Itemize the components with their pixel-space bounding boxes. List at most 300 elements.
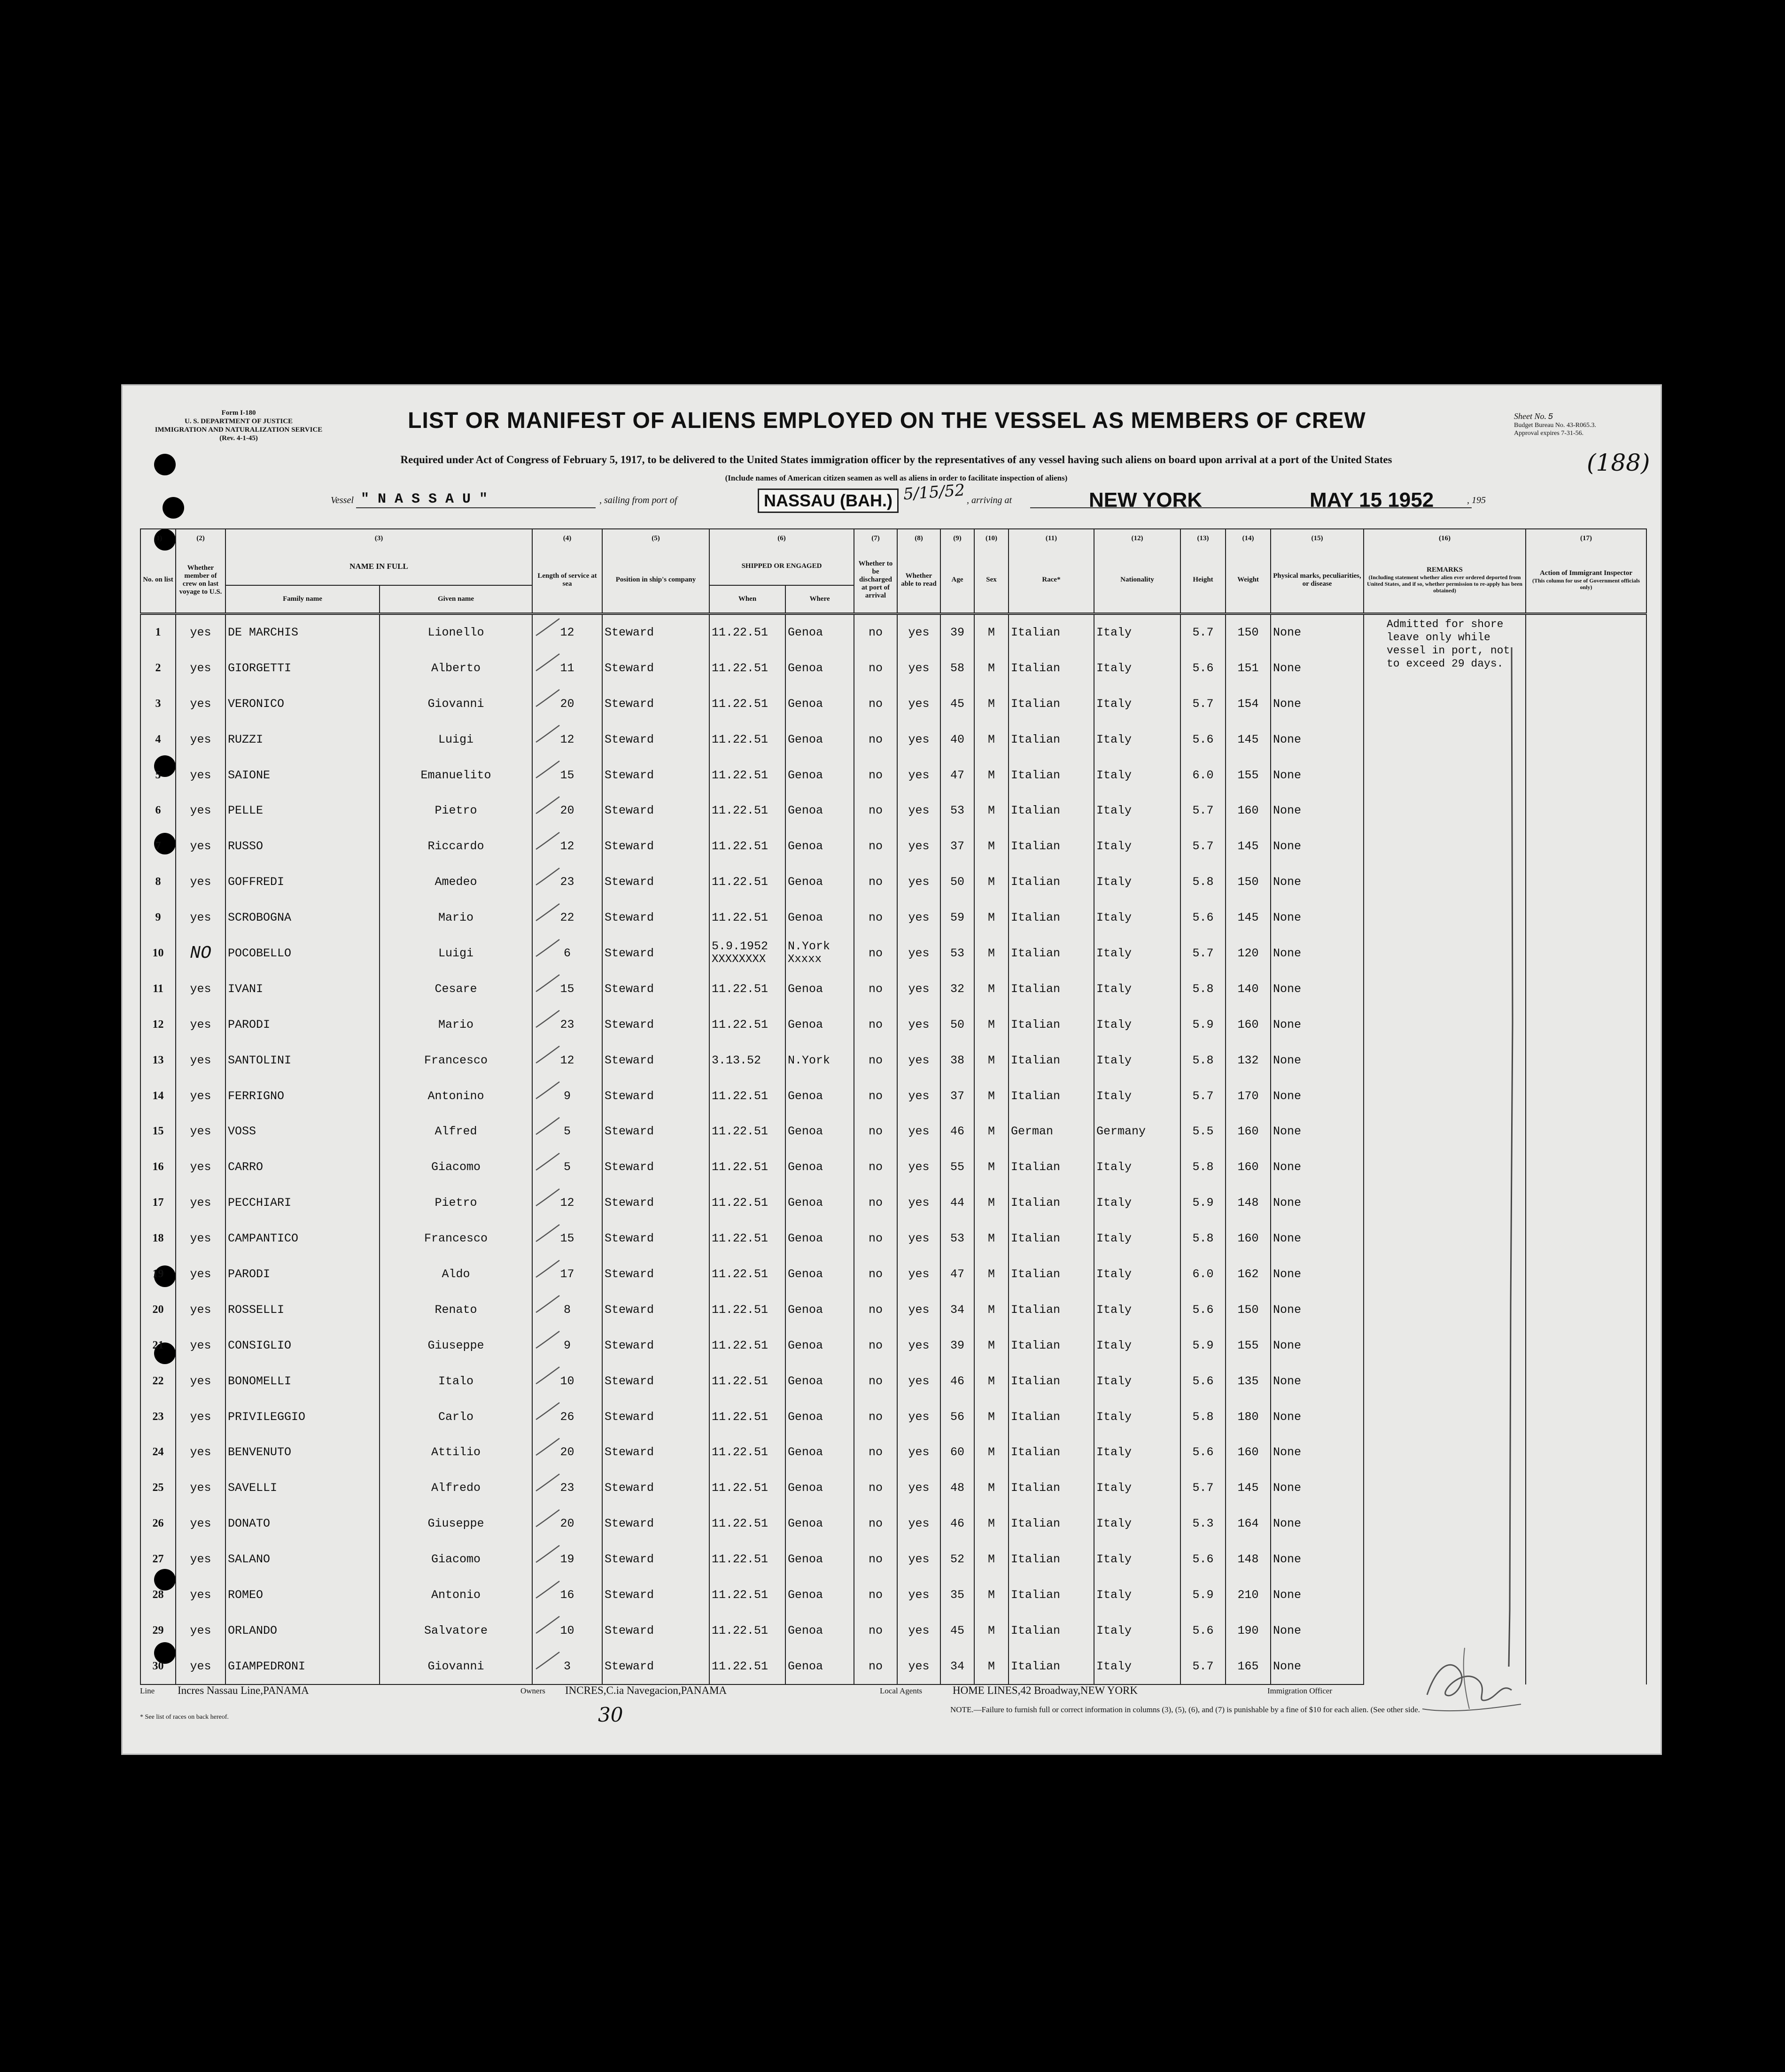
sex: M: [974, 1007, 1009, 1042]
tick-mark: [534, 652, 562, 675]
header-name: NAME IN FULL: [225, 548, 532, 585]
discharged-flag: no: [854, 936, 897, 971]
physical-marks: None: [1271, 1114, 1364, 1149]
sheet-label: Sheet No.: [1514, 411, 1546, 421]
colnum-3: (3): [225, 529, 532, 548]
family-name: SALANO: [225, 1542, 380, 1577]
sex: M: [974, 864, 1009, 900]
weight: 145: [1226, 900, 1271, 936]
race: Italian: [1009, 757, 1094, 793]
inspector-signature: [1408, 1638, 1530, 1723]
physical-marks: None: [1271, 1399, 1364, 1435]
row-number: 1: [140, 613, 176, 650]
colnum-7: (7): [854, 529, 897, 548]
tick-mark: [534, 1294, 562, 1317]
shipped-when: 11.22.51: [709, 1185, 785, 1221]
position: Steward: [602, 1114, 709, 1149]
nationality: Germany: [1094, 1114, 1180, 1149]
age: 48: [940, 1470, 974, 1506]
discharged-flag: no: [854, 613, 897, 650]
service-length: 15: [532, 1221, 602, 1257]
colnum-12: (12): [1094, 529, 1180, 548]
shipped-when: 11.22.51: [709, 829, 785, 864]
year-suffix: , 195: [1467, 495, 1486, 505]
physical-marks: None: [1271, 1078, 1364, 1114]
discharged-flag: no: [854, 650, 897, 686]
given-name: Italo: [380, 1363, 532, 1399]
crew-member-flag: yes: [176, 829, 225, 864]
nationality: Italy: [1094, 793, 1180, 829]
height: 5.8: [1180, 1042, 1226, 1078]
given-name: Francesco: [380, 1042, 532, 1078]
position: Steward: [602, 1399, 709, 1435]
race: Italian: [1009, 1506, 1094, 1542]
shipped-where: Genoa: [785, 864, 854, 900]
sex: M: [974, 900, 1009, 936]
discharged-flag: no: [854, 1435, 897, 1470]
height: 5.6: [1180, 1435, 1226, 1470]
discharged-flag: no: [854, 722, 897, 757]
physical-marks: None: [1271, 900, 1364, 936]
family-name: GIAMPEDRONI: [225, 1648, 380, 1684]
row-number: 23: [140, 1399, 176, 1435]
weight: 190: [1226, 1613, 1271, 1648]
remarks-text: Admitted for shore leave only while vessel in port, not to exceed 29 days.: [1387, 618, 1510, 670]
row-number: 3: [140, 686, 176, 722]
position: Steward: [602, 1648, 709, 1684]
tick-mark: [534, 973, 562, 996]
crew-member-flag: yes: [176, 793, 225, 829]
age: 50: [940, 864, 974, 900]
height: 6.0: [1180, 757, 1226, 793]
crew-member-flag: yes: [176, 1435, 225, 1470]
able-to-read: yes: [897, 1399, 940, 1435]
header-remarks: [1364, 548, 1526, 613]
tick-mark: [534, 1579, 562, 1603]
tick-mark: [534, 1223, 562, 1246]
age: 34: [940, 1648, 974, 1684]
physical-marks: None: [1271, 1470, 1364, 1506]
header-height: Height: [1180, 548, 1226, 613]
header-action-note: (This column for use of Government officials only): [1532, 577, 1640, 591]
vessel-label: Vessel: [331, 495, 354, 505]
position: Steward: [602, 1363, 709, 1399]
shipped-where: Genoa: [785, 1613, 854, 1648]
colnum-4: (4): [532, 529, 602, 548]
position: Steward: [602, 1185, 709, 1221]
service-length: 3: [532, 1648, 602, 1684]
row-number: 14: [140, 1078, 176, 1114]
crew-member-flag: yes: [176, 757, 225, 793]
height: 5.6: [1180, 650, 1226, 686]
colnum-14: (14): [1226, 529, 1271, 548]
physical-marks: None: [1271, 1435, 1364, 1470]
action-cell: [1526, 613, 1646, 1684]
shipped-when: 11.22.51: [709, 793, 785, 829]
header-age: Age: [940, 548, 974, 613]
height: 5.9: [1180, 1577, 1226, 1613]
physical-marks: None: [1271, 936, 1364, 971]
race: Italian: [1009, 722, 1094, 757]
shipped-where-struck: Xxxxx: [788, 953, 822, 966]
agents-label: Local Agents: [880, 1686, 923, 1695]
service-length: 20: [532, 1506, 602, 1542]
family-name: CARRO: [225, 1149, 380, 1185]
tick-mark: [534, 1544, 562, 1567]
colnum-10: (10): [974, 529, 1009, 548]
family-name: ROSSELLI: [225, 1292, 380, 1327]
owners-label: Owners: [520, 1686, 545, 1695]
sex: M: [974, 1078, 1009, 1114]
crew-member-flag: yes: [176, 900, 225, 936]
service-length: 12: [532, 1185, 602, 1221]
shipped-where: Genoa: [785, 1399, 854, 1435]
discharged-flag: no: [854, 1078, 897, 1114]
header-discharged: Whether to be discharged at port of arrival: [854, 548, 897, 613]
shipped-when: 11.22.51: [709, 1007, 785, 1042]
arriving-label: , arriving at: [967, 495, 1012, 505]
family-name: PARODI: [225, 1257, 380, 1292]
colnum-11: (11): [1009, 529, 1094, 548]
service-length: 26: [532, 1399, 602, 1435]
shipped-when: 11.22.51: [709, 686, 785, 722]
age: 46: [940, 1506, 974, 1542]
position: Steward: [602, 1078, 709, 1114]
weight: 160: [1226, 1221, 1271, 1257]
shipped-when: 11.22.51: [709, 1363, 785, 1399]
shipped-when: 11.22.51: [709, 1257, 785, 1292]
given-name: Luigi: [380, 722, 532, 757]
weight: 148: [1226, 1185, 1271, 1221]
family-name: VOSS: [225, 1114, 380, 1149]
row-number: 26: [140, 1506, 176, 1542]
discharged-flag: no: [854, 1185, 897, 1221]
sex: M: [974, 1470, 1009, 1506]
service-length: 12: [532, 1042, 602, 1078]
shipped-when: 11.22.51: [709, 757, 785, 793]
height: 5.8: [1180, 1399, 1226, 1435]
handwritten-number: (188): [1587, 449, 1650, 476]
colnum-5: (5): [602, 529, 709, 548]
tick-mark: [534, 1401, 562, 1424]
physical-marks: None: [1271, 864, 1364, 900]
given-name: Antonino: [380, 1078, 532, 1114]
physical-marks: None: [1271, 793, 1364, 829]
header-length: Length of service at sea: [532, 548, 602, 613]
given-name: Amedeo: [380, 864, 532, 900]
age: 53: [940, 936, 974, 971]
weight: 150: [1226, 613, 1271, 650]
shipped-when: 11.22.51: [709, 1613, 785, 1648]
nationality: Italy: [1094, 1078, 1180, 1114]
able-to-read: yes: [897, 1506, 940, 1542]
revision-date: (Rev. 4-1-45): [219, 435, 258, 442]
service-length: 20: [532, 1435, 602, 1470]
weight: 164: [1226, 1506, 1271, 1542]
height: 5.3: [1180, 1506, 1226, 1542]
row-number: 5: [140, 757, 176, 793]
sex: M: [974, 686, 1009, 722]
shipped-where: Genoa: [785, 1257, 854, 1292]
weight: 148: [1226, 1542, 1271, 1577]
race: Italian: [1009, 613, 1094, 650]
row-number: 7: [140, 829, 176, 864]
sex: M: [974, 1363, 1009, 1399]
header-shipped: SHIPPED OR ENGAGED: [709, 548, 854, 585]
tick-mark: [534, 723, 562, 747]
sex: M: [974, 1577, 1009, 1613]
age: 34: [940, 1292, 974, 1327]
able-to-read: yes: [897, 1149, 940, 1185]
nationality: Italy: [1094, 864, 1180, 900]
family-name: SAVELLI: [225, 1470, 380, 1506]
race: Italian: [1009, 1292, 1094, 1327]
shipped-where: Genoa: [785, 757, 854, 793]
discharged-flag: no: [854, 1542, 897, 1577]
header-no: No. on list: [140, 548, 176, 613]
header-family: Family name: [225, 585, 380, 613]
weight: 155: [1226, 757, 1271, 793]
weight: 145: [1226, 1470, 1271, 1506]
given-name: Antonio: [380, 1577, 532, 1613]
colnum-16: (16): [1364, 529, 1526, 548]
nationality: Italy: [1094, 1470, 1180, 1506]
physical-marks: None: [1271, 1542, 1364, 1577]
crew-member-flag: yes: [176, 1078, 225, 1114]
family-name: ROMEO: [225, 1577, 380, 1613]
height: 5.7: [1180, 936, 1226, 971]
able-to-read: yes: [897, 1363, 940, 1399]
position: Steward: [602, 1577, 709, 1613]
tick-mark: [534, 1258, 562, 1282]
race: Italian: [1009, 1078, 1094, 1114]
nationality: Italy: [1094, 1221, 1180, 1257]
physical-marks: None: [1271, 757, 1364, 793]
shipped-where: Genoa: [785, 971, 854, 1007]
owners-value: INCRES,C.ia Navegacion,PANAMA: [565, 1684, 727, 1696]
row-number: 10: [140, 936, 176, 971]
race: Italian: [1009, 829, 1094, 864]
crew-member-flag: yes: [176, 1327, 225, 1363]
shipped-when: 11.22.51: [709, 1435, 785, 1470]
service-length: 8: [532, 1292, 602, 1327]
weight: 160: [1226, 1007, 1271, 1042]
discharged-flag: no: [854, 1577, 897, 1613]
age: 45: [940, 686, 974, 722]
position: Steward: [602, 613, 709, 650]
race: Italian: [1009, 1363, 1094, 1399]
crew-member-flag: NO: [176, 936, 225, 971]
nationality: Italy: [1094, 1542, 1180, 1577]
family-name: PRIVILEGGIO: [225, 1399, 380, 1435]
able-to-read: yes: [897, 613, 940, 650]
weight: 150: [1226, 1292, 1271, 1327]
race: Italian: [1009, 1185, 1094, 1221]
physical-marks: None: [1271, 1149, 1364, 1185]
shipped-where: Genoa: [785, 1435, 854, 1470]
able-to-read: yes: [897, 686, 940, 722]
shipped-when: 11.22.51: [709, 1577, 785, 1613]
race: Italian: [1009, 900, 1094, 936]
weight: 132: [1226, 1042, 1271, 1078]
race: Italian: [1009, 1613, 1094, 1648]
departure-port-stamp: [758, 489, 899, 513]
shipped-where: Genoa: [785, 613, 854, 650]
sheet-number-block: [1514, 412, 1655, 437]
physical-marks: None: [1271, 1007, 1364, 1042]
weight: 150: [1226, 864, 1271, 900]
service-length: 16: [532, 1577, 602, 1613]
position: Steward: [602, 1435, 709, 1470]
row-number: 15: [140, 1114, 176, 1149]
shipped-when: 11.22.51: [709, 722, 785, 757]
weight: 151: [1226, 650, 1271, 686]
service-length: 9: [532, 1327, 602, 1363]
form-identifier: [149, 409, 328, 442]
physical-marks: None: [1271, 1221, 1364, 1257]
shipped-when-line: 5.9.1952: [712, 939, 768, 954]
header-remarks-title: REMARKS: [1427, 566, 1463, 574]
colnum-8: (8): [897, 529, 940, 548]
height: 5.9: [1180, 1327, 1226, 1363]
shipped-where: Genoa: [785, 1470, 854, 1506]
nationality: Italy: [1094, 1185, 1180, 1221]
age: 60: [940, 1435, 974, 1470]
weight: 165: [1226, 1648, 1271, 1684]
service-length: 12: [532, 613, 602, 650]
shipped-when: 11.22.51: [709, 1078, 785, 1114]
weight: 210: [1226, 1577, 1271, 1613]
given-name: Emanuelito: [380, 757, 532, 793]
shipped-where: Genoa: [785, 1007, 854, 1042]
tick-mark: [534, 795, 562, 818]
position: Steward: [602, 1542, 709, 1577]
age: 46: [940, 1114, 974, 1149]
position: Steward: [602, 1149, 709, 1185]
discharged-flag: no: [854, 1149, 897, 1185]
family-name: PARODI: [225, 1007, 380, 1042]
row-number: 16: [140, 1149, 176, 1185]
row-number: 21: [140, 1327, 176, 1363]
tick-mark: [534, 902, 562, 925]
header-where: Where: [785, 585, 854, 613]
race: Italian: [1009, 650, 1094, 686]
shipped-where: Genoa: [785, 650, 854, 686]
crew-member-flag: yes: [176, 613, 225, 650]
family-name: SCROBOGNA: [225, 900, 380, 936]
nationality: Italy: [1094, 1506, 1180, 1542]
service-length: 12: [532, 829, 602, 864]
height: 5.7: [1180, 1470, 1226, 1506]
position: Steward: [602, 1221, 709, 1257]
service-length: 17: [532, 1257, 602, 1292]
colnum-17: (17): [1526, 529, 1646, 548]
crew-member-flag: yes: [176, 1399, 225, 1435]
shipped-when: 11.22.51: [709, 1542, 785, 1577]
crew-member-flag: yes: [176, 1542, 225, 1577]
header-action-title: Action of Immigrant Inspector: [1539, 569, 1633, 577]
header-physical: Physical marks, peculiarities, or disease: [1271, 548, 1364, 613]
shipped-when: 11.22.51: [709, 650, 785, 686]
age: 40: [940, 722, 974, 757]
nationality: Italy: [1094, 722, 1180, 757]
race: Italian: [1009, 793, 1094, 829]
tick-mark: [534, 1009, 562, 1032]
header-weight: Weight: [1226, 548, 1271, 613]
nationality: Italy: [1094, 829, 1180, 864]
form-number: Form I-180: [221, 409, 256, 417]
agents-value: HOME LINES,42 Broadway,NEW YORK: [953, 1684, 1138, 1696]
position: Steward: [602, 1506, 709, 1542]
discharged-flag: no: [854, 1648, 897, 1684]
sex: M: [974, 829, 1009, 864]
crew-member-flag: yes: [176, 686, 225, 722]
race: Italian: [1009, 1648, 1094, 1684]
age: 37: [940, 1078, 974, 1114]
position: Steward: [602, 1292, 709, 1327]
shipped-when: 11.22.51: [709, 1399, 785, 1435]
approval-expiry: Approval expires 7-31-56.: [1514, 430, 1584, 437]
crew-member-flag: yes: [176, 722, 225, 757]
row-number: 20: [140, 1292, 176, 1327]
age: 47: [940, 1257, 974, 1292]
discharged-flag: no: [854, 864, 897, 900]
height: 5.9: [1180, 1185, 1226, 1221]
position: Steward: [602, 722, 709, 757]
age: 44: [940, 1185, 974, 1221]
nationality: Italy: [1094, 1292, 1180, 1327]
service-length: 20: [532, 686, 602, 722]
sex: M: [974, 1257, 1009, 1292]
able-to-read: yes: [897, 900, 940, 936]
crew-member-flag: yes: [176, 650, 225, 686]
crew-member-flag: yes: [176, 971, 225, 1007]
header-remarks-note: (Including statement whether alien ever ordered deported from United States, and if so, whether permission to re-apply has been obtained): [1367, 574, 1522, 594]
able-to-read: yes: [897, 1435, 940, 1470]
height: 5.7: [1180, 1648, 1226, 1684]
tick-mark: [534, 1614, 562, 1638]
tick-mark: [534, 866, 562, 890]
service-length: 10: [532, 1363, 602, 1399]
nationality: Italy: [1094, 686, 1180, 722]
shipped-when: 11.22.51: [709, 1327, 785, 1363]
nationality: Italy: [1094, 1149, 1180, 1185]
service-length: 20: [532, 793, 602, 829]
colnum-9: (9): [940, 529, 974, 548]
arrival-date: MAY 15 1952: [1310, 489, 1434, 512]
department-name: U. S. DEPARTMENT OF JUSTICE: [184, 418, 293, 425]
arrival-port: NEW YORK: [1089, 489, 1203, 512]
race: Italian: [1009, 1042, 1094, 1078]
nationality: Italy: [1094, 900, 1180, 936]
shipped-where: Genoa: [785, 1114, 854, 1149]
service-length: 12: [532, 722, 602, 757]
sex: M: [974, 971, 1009, 1007]
position: Steward: [602, 1470, 709, 1506]
weight: 160: [1226, 1435, 1271, 1470]
given-name: Pietro: [380, 793, 532, 829]
race: Italian: [1009, 1435, 1094, 1470]
sex: M: [974, 650, 1009, 686]
budget-bureau: Budget Bureau No. 43-R065.3.: [1514, 422, 1596, 429]
tick-mark: [534, 617, 562, 640]
physical-marks: None: [1271, 971, 1364, 1007]
physical-marks: None: [1271, 1506, 1364, 1542]
sex: M: [974, 1399, 1009, 1435]
departure-port: NASSAU (BAH.): [764, 491, 892, 510]
service-length: 15: [532, 757, 602, 793]
sex: M: [974, 936, 1009, 971]
